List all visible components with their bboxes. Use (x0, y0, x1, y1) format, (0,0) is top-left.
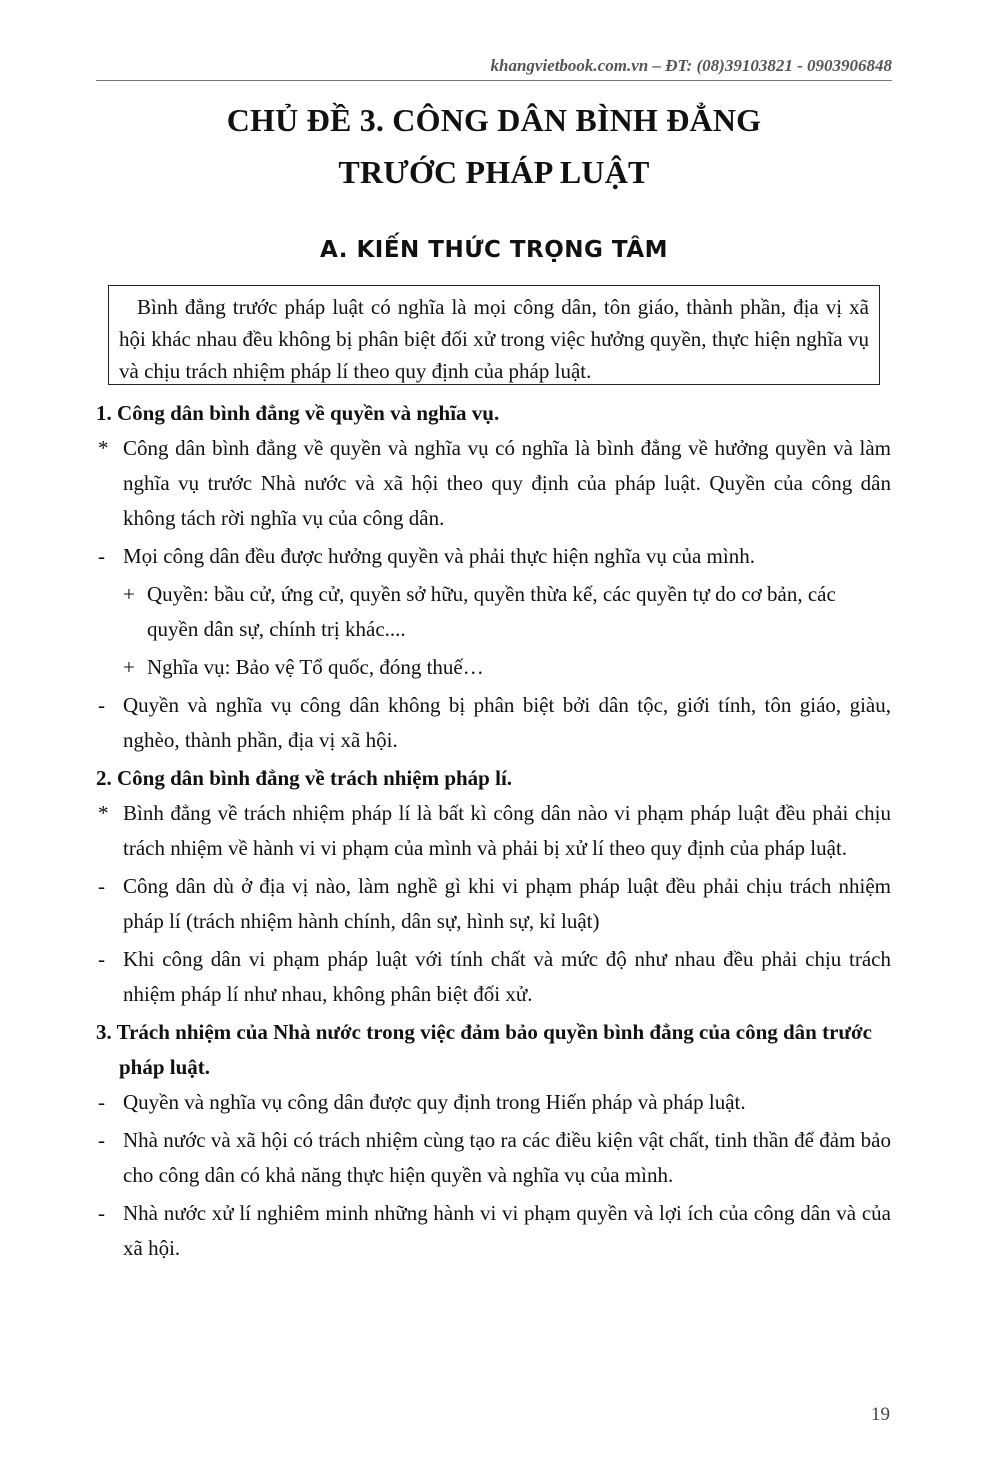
definition-text: Bình đẳng trước pháp luật có nghĩa là mọi công dân, tôn giáo, thành phần, địa vị xã hội khác nhau đều không bị phân biệt đối xử trong việc hưởng quyền, thực hiện nghĩa vụ và chịu trách nhiệm pháp lí theo quy định của pháp luật. (119, 295, 869, 383)
dash-marker: - (98, 947, 105, 971)
item-text: Công dân dù ở địa vị nào, làm nghề gì khi vi phạm pháp luật đều phải chịu trách nhiệm pháp lí (trách nhiệm hành chính, dân sự, hình sự, kỉ luật) (123, 874, 891, 933)
item-text: Bình đẳng về trách nhiệm pháp lí là bất kì công dân nào vi phạm pháp luật đều phải chịu trách nhiệm về hành vi vi phạm của mình và phải bị xử lí theo quy định của pháp luật. (123, 801, 891, 860)
plus-marker: + (123, 582, 135, 606)
star-marker: * (98, 436, 109, 460)
section-3-heading: 3. Trách nhiệm của Nhà nước trong việc đảm bảo quyền bình đẳng của công dân trước pháp luật. (96, 1020, 872, 1079)
item-text: Nghĩa vụ: Bảo vệ Tổ quốc, đóng thuế… (147, 655, 484, 679)
item-text: Quyền và nghĩa vụ công dân không bị phân biệt bởi dân tộc, giới tính, tôn giáo, giàu, nghèo, thành phần, địa vị xã hội. (123, 693, 891, 752)
list-item (96, 688, 891, 758)
list-item (96, 1123, 891, 1193)
chapter-title-line-1: CHỦ ĐỀ 3. CÔNG DÂN BÌNH ĐẲNG (226, 102, 762, 138)
dash-marker: - (98, 544, 105, 568)
page-number: 19 (871, 1404, 890, 1425)
star-marker: * (98, 801, 109, 825)
dash-marker: - (98, 1090, 105, 1114)
list-item (96, 431, 891, 536)
item-text: Quyền: bầu cử, ứng cử, quyền sở hữu, quyền thừa kế, các quyền tự do cơ bản, các quyền dân sự, chính trị khác.... (147, 582, 836, 641)
item-text: Nhà nước và xã hội có trách nhiệm cùng tạo ra các điều kiện vật chất, tinh thần để đảm bảo cho công dân có khả năng thực hiện quyền và nghĩa vụ của mình. (123, 1128, 891, 1187)
list-item (96, 796, 891, 866)
sub-item (96, 650, 891, 685)
running-header: khangvietbook.com.vn – ĐT: (08)39103821 - 0903906848 (490, 56, 892, 75)
list-item (96, 869, 891, 939)
list-item (96, 539, 891, 574)
item-text: Quyền và nghĩa vụ công dân được quy định trong Hiến pháp và pháp luật. (123, 1090, 746, 1114)
item-text: Khi công dân vi phạm pháp luật với tính chất và mức độ như nhau đều phải chịu trách nhiệm pháp lí như nhau, không phân biệt đối xử. (123, 947, 891, 1006)
list-item (96, 1196, 891, 1266)
item-text: Nhà nước xử lí nghiêm minh những hành vi vi phạm quyền và lợi ích của công dân và của xã hội. (123, 1201, 891, 1260)
definition-box (108, 285, 880, 385)
plus-marker: + (123, 655, 135, 679)
main-content (96, 396, 891, 1269)
list-item (96, 1085, 891, 1120)
dash-marker: - (98, 1201, 105, 1225)
section-1-heading: 1. Công dân bình đẳng về quyền và nghĩa vụ. (96, 401, 500, 425)
dash-marker: - (98, 874, 105, 898)
dash-marker: - (98, 693, 105, 717)
item-text: Công dân bình đẳng về quyền và nghĩa vụ có nghĩa là bình đẳng về hưởng quyền và làm nghĩa vụ trước Nhà nước và xã hội theo quy định của pháp luật. Quyền của công dân không tách rời nghĩa vụ của công dân. (123, 436, 891, 530)
chapter-title-line-2: TRƯỚC PHÁP LUẬT (338, 154, 650, 190)
header-rule (96, 80, 892, 81)
list-item (96, 942, 891, 1012)
section-a-heading: A. KIẾN THỨC TRỌNG TÂM (319, 237, 669, 263)
item-text: Mọi công dân đều được hưởng quyền và phải thực hiện nghĩa vụ của mình. (123, 544, 755, 568)
section-2-heading: 2. Công dân bình đẳng về trách nhiệm pháp lí. (96, 766, 513, 790)
dash-marker: - (98, 1128, 105, 1152)
sub-item (96, 577, 891, 647)
